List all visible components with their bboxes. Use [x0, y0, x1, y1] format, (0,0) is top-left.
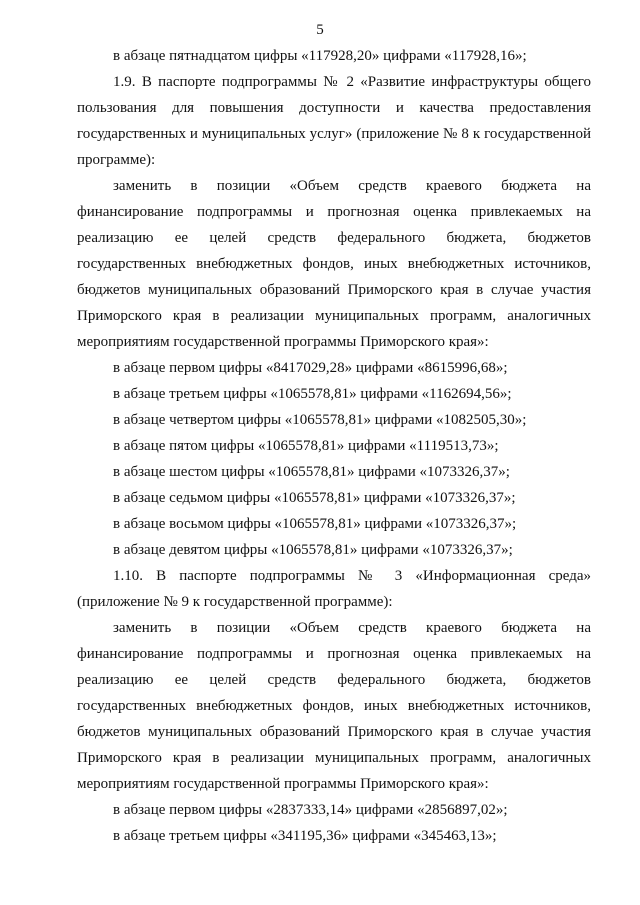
section-1-10-heading: 1.10. В паспорте подпрограммы № 3 «Информационная среда» (приложение № 9 к государственной программе): [77, 568, 591, 610]
section-1-10-item: в абзаце третьем цифры «341195,36» цифрами «345463,13»; [113, 828, 497, 844]
document-body [77, 43, 591, 849]
section-1-9-item: в абзаце четвертом цифры «1065578,81» цифрами «1082505,30»; [113, 412, 527, 428]
section-1-10-replace-intro: заменить в позиции «Объем средств краевого бюджета на финансирование подпрограммы и прогнозная оценка привлекаемых на реализацию ее целей средств федерального бюджета, бюджетов государственных внебюджетных фондов, иных внебюджетных источников, бюджетов муниципальных образований Приморского края в случае участия Приморского края в реализации муниципальных программ, аналогичных мероприятиям государственной программы Приморского края»: [77, 620, 591, 792]
section-1-10-item: в абзаце первом цифры «2837333,14» цифрами «2856897,02»; [113, 802, 508, 818]
section-1-9-item: в абзаце восьмом цифры «1065578,81» цифрами «1073326,37»; [113, 516, 517, 532]
section-1-9-item: в абзаце первом цифры «8417029,28» цифрами «8615996,68»; [113, 360, 508, 376]
section-1-9-replace-intro: заменить в позиции «Объем средств краевого бюджета на финансирование подпрограммы и прогнозная оценка привлекаемых на реализацию ее целей средств федерального бюджета, бюджетов государственных внебюджетных фондов, иных внебюджетных источников, бюджетов муниципальных образований Приморского края в случае участия Приморского края в реализации муниципальных программ, аналогичных мероприятиям государственной программы Приморского края»: [77, 178, 591, 350]
section-1-9-item: в абзаце пятом цифры «1065578,81» цифрами «1119513,73»; [113, 438, 499, 454]
page-number: 5 [316, 22, 324, 38]
amendment-line: в абзаце пятнадцатом цифры «117928,20» цифрами «117928,16»; [113, 48, 527, 64]
section-1-9-heading: 1.9. В паспорте подпрограммы № 2 «Развитие инфраструктуры общего пользования для повышения доступности и качества предоставления государственных и муниципальных услуг» (приложение № 8 к государственной программе): [77, 74, 591, 168]
section-1-9-item: в абзаце девятом цифры «1065578,81» цифрами «1073326,37»; [113, 542, 513, 558]
section-1-9-item: в абзаце седьмом цифры «1065578,81» цифрами «1073326,37»; [113, 490, 516, 506]
section-1-9-item: в абзаце третьем цифры «1065578,81» цифрами «1162694,56»; [113, 386, 512, 402]
section-1-9-item: в абзаце шестом цифры «1065578,81» цифрами «1073326,37»; [113, 464, 510, 480]
